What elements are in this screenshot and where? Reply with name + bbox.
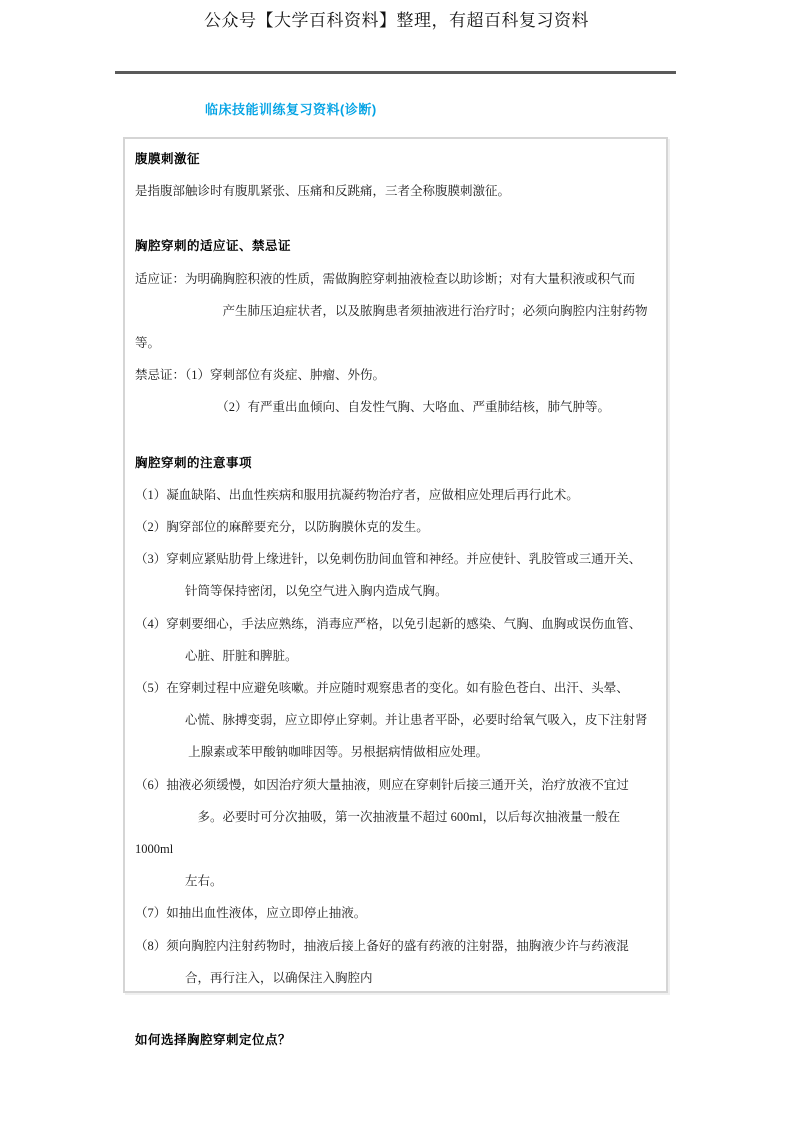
page-header: 公众号【大学百科资料】整理，有超百科复习资料 [204, 11, 589, 30]
text-line: 合，再行注入，以确保注入胸腔内 [135, 970, 373, 985]
text-line: 适应证：为明确胸腔积液的性质，需做胸腔穿刺抽液检查以助诊断；对有大量积液或积气而 [135, 271, 636, 286]
text-line: （2）有严重出血倾向、自发性气胸、大咯血、严重肺结核，肺气肿等。 [135, 400, 611, 415]
text-line: 针筒等保持密闭，以免空气进入胸内造成气胸。 [135, 584, 448, 599]
text-line: 多。必要时可分次抽吸，第一次抽液量不超过 600ml，以后每次抽液量一般在 1000ml [135, 809, 624, 857]
text-line: 禁忌证：（1）穿刺部位有炎症、肿瘤、外伤。 [135, 368, 386, 383]
text-line: （2）胸穿部位的麻醉要充分，以防胸膜休克的发生。 [135, 520, 429, 535]
text-line: （6）抽液必须缓慢，如因治疗须大量抽液，则应在穿刺针后接三通开关，治疗放液不宜过 [135, 777, 629, 792]
text-line: 是指腹部触诊时有腹肌紧张、压痛和反跳痛，三者全称腹膜刺激征。 [135, 184, 511, 199]
doc-title: 临床技能训练复习资料(诊断) [205, 102, 377, 117]
text-line: 心慌、脉搏变弱，应立即停止穿刺。并让患者平卧，必要时给氧气吸入，皮下注射肾 [135, 713, 648, 728]
text-line: 上腺素或苯甲酸钠咖啡因等。另根据病情做相应处理。 [135, 745, 489, 760]
text-line: （1）凝血缺陷、出血性疾病和服用抗凝药物治疗者，应做相应处理后再行此术。 [135, 487, 579, 502]
header-divider-rule [115, 71, 676, 74]
section-heading: 胸腔穿刺的适应证、禁忌证 [135, 239, 292, 254]
text-line: 产生肺压迫症状者，以及脓胸患者须抽液进行治疗时；必须向胸腔内注射药物等。 [135, 303, 648, 351]
text-line: （5）在穿刺过程中应避免咳嗽。并应随时观察患者的变化。如有脸色苍白、出汗、头晕、 [135, 681, 629, 696]
text-line: （8）须向胸腔内注射药物时，抽液后接上备好的盛有药液的注射器，抽胸液少许与药液混 [135, 938, 629, 953]
text-line: （3）穿刺应紧贴肋骨上缘进针，以免刺伤肋间血管和神经。并应使针、乳胶管或三通开关、 [135, 552, 642, 567]
content-box [123, 137, 668, 1048]
text-line: （4）穿刺要细心，手法应熟练，消毒应严格，以免引起新的感染、气胸、血胸或误伤血管、 [135, 616, 642, 631]
text-line: 左右。 [135, 874, 223, 889]
section-heading: 如何选择胸腔穿刺定位点？ [135, 1033, 292, 1048]
text-line: 心脏、肝脏和脾脏。 [135, 648, 298, 663]
text-line: （7）如抽出血性液体，应立即停止抽液。 [135, 906, 367, 921]
section-heading: 胸腔穿刺的注意事项 [135, 455, 253, 470]
section-heading: 腹膜刺激征 [135, 152, 201, 166]
